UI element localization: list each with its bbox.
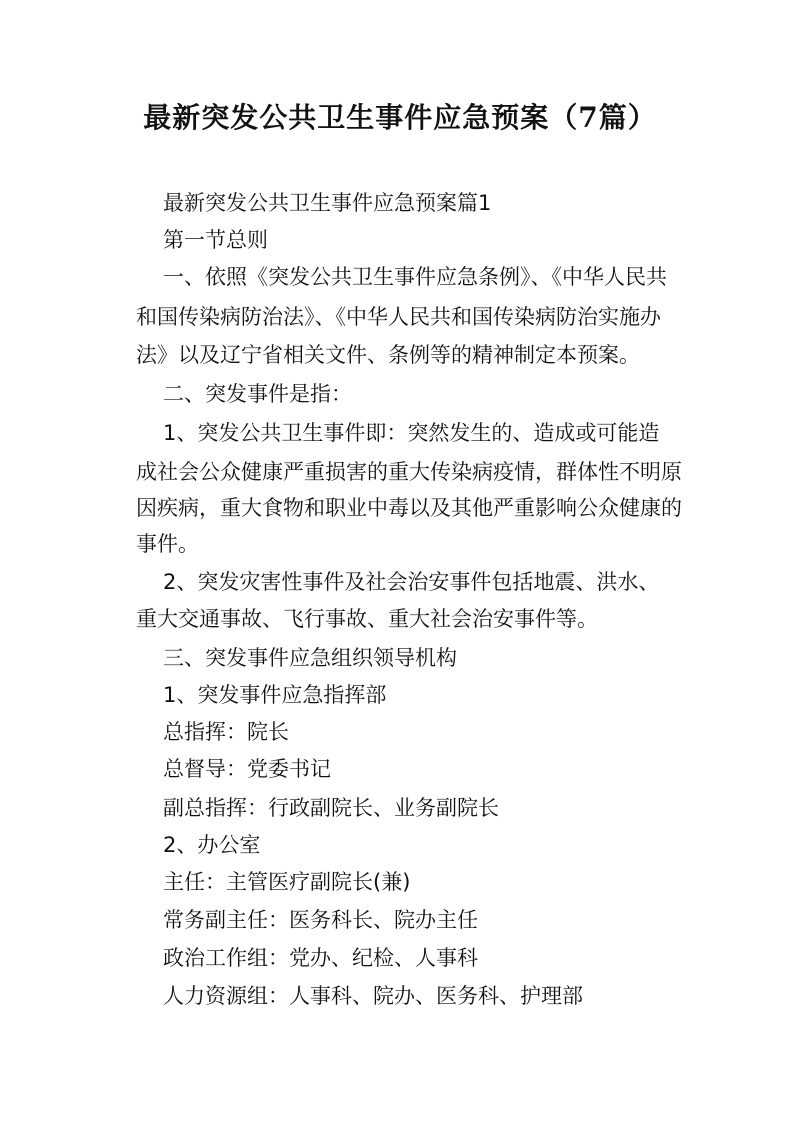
paragraph-line: 常务副主任：医务科长、院办主任 <box>163 908 478 932</box>
paragraph-line: 重大交通事故、飞行事故、重大社会治安事件等。 <box>136 607 598 631</box>
paragraph-line <box>163 262 676 292</box>
paragraph-line: 2、突发灾害性事件及社会治安事件包括地震、洪水、 <box>163 570 660 594</box>
paragraph-line: 政治工作组：党办、纪检、人事科 <box>163 946 478 970</box>
paragraph-line: 因疾病，重大食物和职业中毒以及其他严重影响公众健康的 <box>136 496 682 520</box>
paragraph-text: 一、依照《突发公共卫生事件应急条例》、《中华人民共 <box>163 265 667 289</box>
document-title: 最新突发公共卫生事件应急预案（7篇） <box>143 101 657 134</box>
paragraph-line: 总指挥：院长 <box>163 720 289 744</box>
paragraph-line: 三、突发事件应急组织领导机构 <box>163 646 457 670</box>
paragraph-line: 2、办公室 <box>163 833 261 857</box>
paragraph-line: 总督导：党委书记 <box>163 757 331 781</box>
chapter-heading: 第一节总则 <box>163 228 268 252</box>
paragraph-line: 1、突发公共卫生事件即：突然发生的、造成或可能造 <box>163 421 660 445</box>
paragraph-line: 和国传染病防治法》、《中华人民共和国传染病防治实施办 <box>136 305 661 329</box>
section-heading: 最新突发公共卫生事件应急预案篇1 <box>163 191 492 215</box>
paragraph-line: 副总指挥：行政副院长、业务副院长 <box>163 796 499 820</box>
paragraph-line: 人力资源组：人事科、院办、医务科、护理部 <box>163 984 583 1008</box>
paragraph-line: 事件。 <box>136 532 199 556</box>
paragraph-line: 法》以及辽宁省相关文件、条例等的精神制定本预案。 <box>136 343 640 367</box>
paragraph-line: 主任：主管医疗副院长(兼) <box>163 870 411 894</box>
paragraph-line: 1、突发事件应急指挥部 <box>163 683 387 707</box>
paragraph-line: 成社会公众健康严重损害的重大传染病疫情，群体性不明原 <box>136 460 682 484</box>
paragraph-line: 二、突发事件是指： <box>163 382 352 406</box>
